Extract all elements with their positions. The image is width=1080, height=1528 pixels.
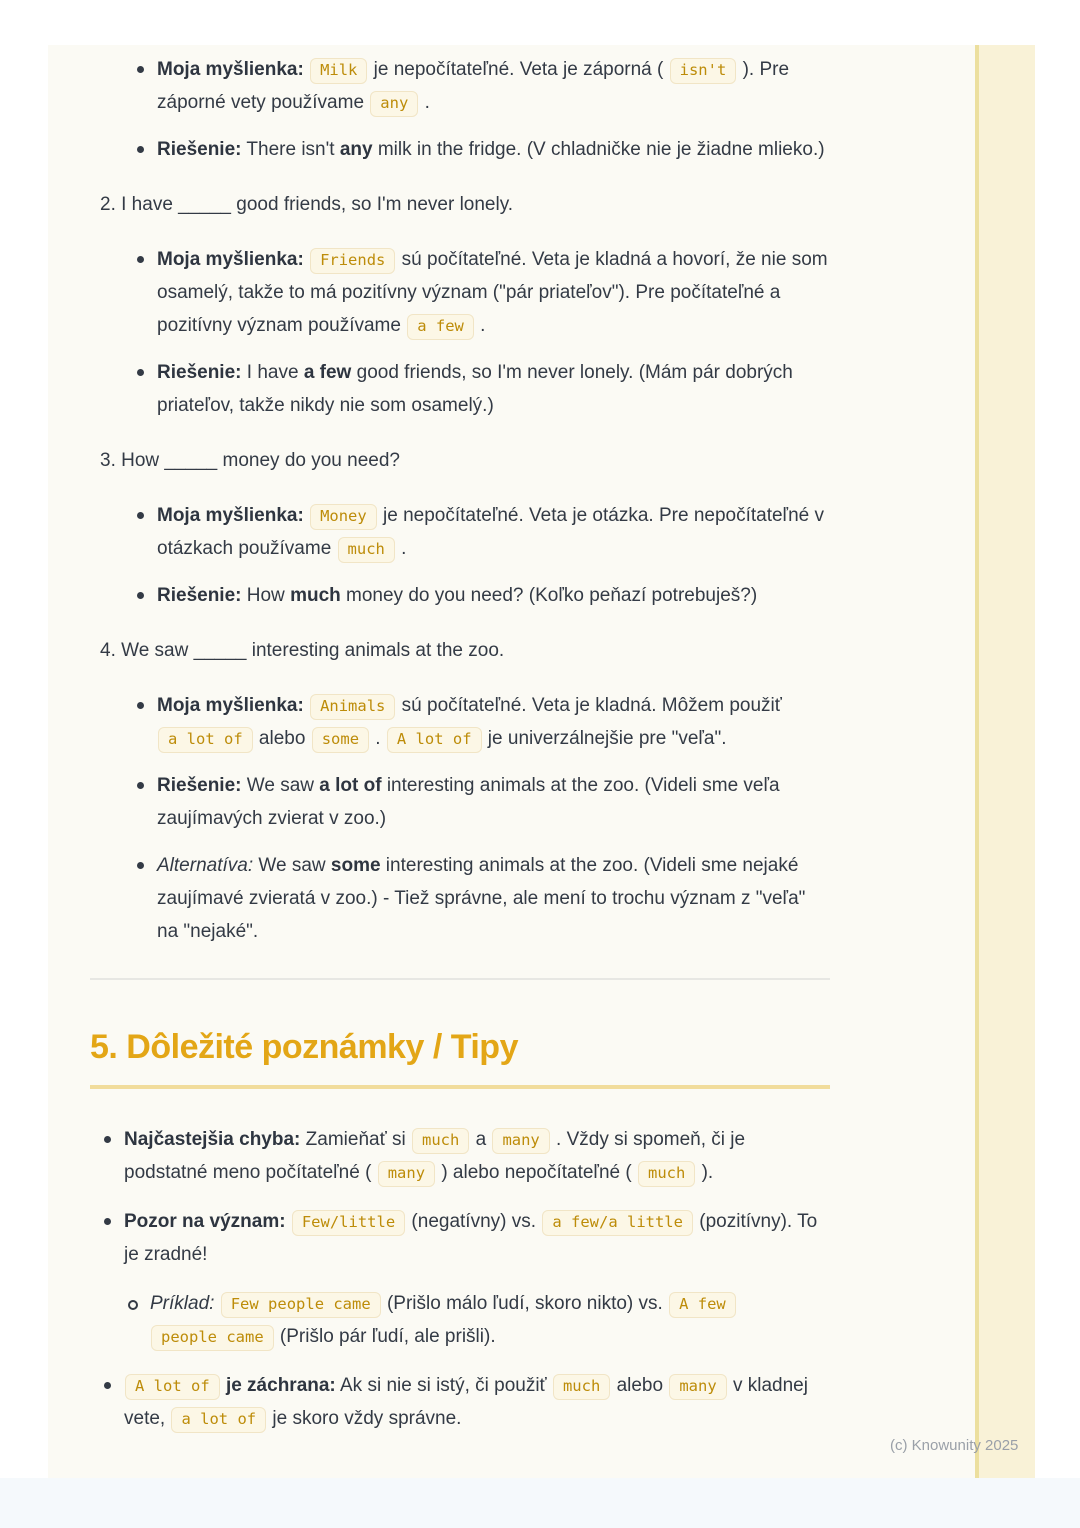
list-item: Alternatíva: We saw some interesting animals at the zoo. (Videli sme nejaké zaujímavé zvieratá v zoo.) - Tiež správne, ale mení to trochu význam z "veľa" na "nejaké". bbox=[90, 849, 830, 948]
list-item: Príklad: Few people came (Prišlo málo ľudí, skoro nikto) vs. A few people came (Prišlo pár ľudí, ale prišli). bbox=[90, 1287, 830, 1353]
bold-text: a few bbox=[303, 362, 352, 383]
disc-bullet-icon bbox=[137, 862, 144, 869]
bold-text: a lot of bbox=[319, 775, 382, 796]
list-item: Moja myšlienka: Milk je nepočítateľné. Veta je záporná ( isn't ). Pre záporné vety používame any . bbox=[90, 53, 830, 119]
code-chip: A lot of bbox=[125, 1374, 220, 1400]
code-chip: isn't bbox=[670, 58, 737, 84]
list-item: Moja myšlienka: Money je nepočítateľné. Veta je otázka. Pre nepočítateľné v otázkach používame much . bbox=[90, 499, 830, 565]
code-chip: Few people came bbox=[221, 1292, 381, 1318]
disc-bullet-icon bbox=[104, 1218, 111, 1225]
code-chip: a few bbox=[407, 314, 474, 340]
list-item: Riešenie: I have a few good friends, so I'm never lonely. (Mám pár dobrých priateľov, takže nikdy nie som osamelý.) bbox=[90, 356, 830, 422]
bold-text: Riešenie: bbox=[157, 775, 242, 796]
disc-bullet-icon bbox=[104, 1382, 111, 1389]
code-chip: many bbox=[492, 1128, 549, 1154]
bold-text: Najčastejšia chyba: bbox=[124, 1129, 301, 1151]
bold-text: Riešenie: bbox=[157, 139, 242, 160]
section-heading: 5. Dôležité poznámky / Tipy bbox=[90, 1028, 518, 1066]
code-chip: any bbox=[370, 91, 418, 117]
list-item: Pozor na význam: Few/little (negatívny) vs. a few/a little (pozitívny). To je zradné! bbox=[90, 1205, 830, 1271]
disc-bullet-icon bbox=[137, 512, 144, 519]
bold-text: Riešenie: bbox=[157, 362, 242, 383]
code-chip: much bbox=[338, 537, 395, 563]
list-item: Riešenie: There isn't any milk in the fridge. (V chladničke nie je žiadne mlieko.) bbox=[90, 133, 830, 166]
copyright-notice: (c) Knowunity 2025 bbox=[890, 1437, 1019, 1454]
page-edge-strip bbox=[975, 45, 1035, 1478]
disc-bullet-icon bbox=[137, 146, 144, 153]
code-chip: much bbox=[553, 1374, 610, 1400]
code-chip: A few bbox=[669, 1292, 736, 1318]
code-chip: a lot of bbox=[158, 727, 253, 753]
heading-underline bbox=[90, 1085, 830, 1089]
bottom-gutter bbox=[0, 1478, 1080, 1528]
code-chip: much bbox=[412, 1128, 469, 1154]
list-item: Moja myšlienka: Friends sú počítateľné. Veta je kladná a hovorí, že nie som osamelý, takže to má pozitívny význam ("pár priateľov"). Pre počítateľné a pozitívny význam používame a few . bbox=[90, 243, 830, 342]
disc-bullet-icon bbox=[104, 1136, 111, 1143]
code-chip: much bbox=[638, 1161, 695, 1187]
bold-text: Riešenie: bbox=[157, 585, 242, 606]
bold-text: Moja myšlienka: bbox=[157, 59, 304, 80]
code-chip: Animals bbox=[310, 694, 395, 720]
code-chip: A lot of bbox=[387, 727, 482, 753]
bold-text: much bbox=[290, 585, 341, 606]
bold-text: Pozor na význam: bbox=[124, 1211, 286, 1233]
code-chip: Milk bbox=[310, 58, 367, 84]
disc-bullet-icon bbox=[137, 592, 144, 599]
numbered-item: 4. We saw _____ interesting animals at the zoo. bbox=[100, 640, 505, 661]
list-item: Najčastejšia chyba: Zamieňať si much a many . Vždy si spomeň, či je podstatné meno počítateľné ( many ) alebo nepočítateľné ( much ). bbox=[90, 1123, 830, 1189]
bold-text: Moja myšlienka: bbox=[157, 249, 304, 270]
numbered-item: 3. How _____ money do you need? bbox=[100, 450, 400, 471]
code-chip: Money bbox=[310, 504, 377, 530]
list-item: Moja myšlienka: Animals sú počítateľné. Veta je kladná. Môžem použiť a lot of alebo some . A lot of je univerzálnejšie pre "veľa". bbox=[90, 689, 830, 755]
section-divider bbox=[90, 978, 830, 980]
disc-bullet-icon bbox=[137, 702, 144, 709]
italic-text: Alternatíva: bbox=[157, 855, 254, 876]
disc-bullet-icon bbox=[137, 369, 144, 376]
list-item: A lot of je záchrana: Ak si nie si istý, či použiť much alebo many v kladnej vete, a lot of je skoro vždy správne. bbox=[90, 1369, 830, 1435]
bold-text: Moja myšlienka: bbox=[157, 695, 304, 716]
code-chip: people came bbox=[151, 1325, 274, 1351]
bold-text: Moja myšlienka: bbox=[157, 505, 304, 526]
list-item: Riešenie: How much money do you need? (Koľko peňazí potrebuješ?) bbox=[90, 579, 830, 612]
code-chip: many bbox=[669, 1374, 726, 1400]
code-chip: some bbox=[312, 727, 369, 753]
numbered-item: 2. I have _____ good friends, so I'm never lonely. bbox=[100, 194, 514, 215]
code-chip: many bbox=[378, 1161, 435, 1187]
document-card bbox=[48, 45, 1035, 1478]
code-chip: Few/little bbox=[292, 1210, 405, 1236]
italic-text: Príklad: bbox=[150, 1293, 215, 1315]
bold-text: some bbox=[330, 855, 381, 876]
code-chip: a lot of bbox=[171, 1407, 266, 1433]
code-chip: Friends bbox=[310, 248, 395, 274]
disc-bullet-icon bbox=[137, 256, 144, 263]
bold-text: any bbox=[339, 139, 373, 160]
disc-bullet-icon bbox=[137, 66, 144, 73]
bold-text: je záchrana: bbox=[225, 1375, 336, 1397]
code-chip: a few/a little bbox=[542, 1210, 693, 1236]
document-content bbox=[90, 45, 830, 1435]
circle-bullet-icon bbox=[128, 1300, 138, 1310]
disc-bullet-icon bbox=[137, 782, 144, 789]
list-item: Riešenie: We saw a lot of interesting animals at the zoo. (Videli sme veľa zaujímavých zvierat v zoo.) bbox=[90, 769, 830, 835]
